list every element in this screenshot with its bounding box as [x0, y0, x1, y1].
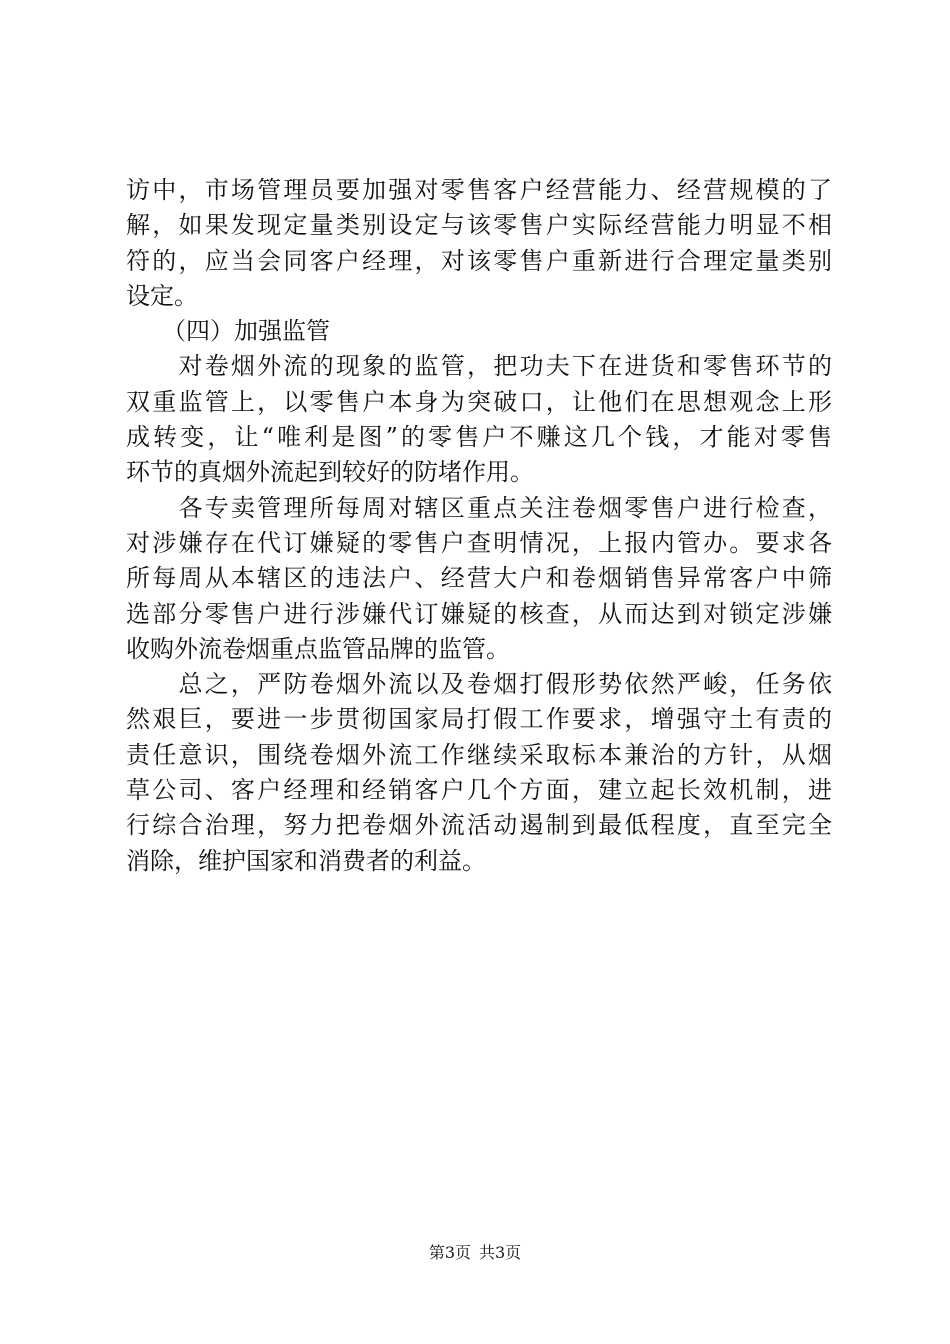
text-line: 责任意识，围绕卷烟外流工作继续采取标本兼治的方针，从烟: [126, 740, 832, 769]
text-line: 对卷烟外流的现象的监管，把功夫下在进货和零售环节的: [126, 352, 832, 381]
text-line: 成转变，让“唯利是图”的零售户不赚这几个钱，才能对零售: [126, 423, 832, 452]
text-line: 设定。: [126, 281, 198, 310]
text-line: 消除，维护国家和消费者的利益。: [126, 846, 486, 875]
text-line: 行综合治理，努力把卷烟外流活动遏制到最低程度，直至完全: [126, 811, 832, 840]
page-total: 共3页: [479, 1243, 522, 1262]
text-line: 所每周从本辖区的违法户、经营大户和卷烟销售异常客户中筛: [126, 564, 832, 593]
page-footer: [0, 1242, 950, 1264]
text-line: 草公司、客户经理和经销客户几个方面，建立起长效机制，进: [126, 776, 832, 805]
text-line: 环节的真烟外流起到较好的防堵作用。: [126, 458, 534, 487]
text-line: 访中，市场管理员要加强对零售客户经营能力、经营规模的了: [126, 176, 832, 204]
text-line: 收购外流卷烟重点监管品牌的监管。: [126, 634, 510, 663]
text-line: 选部分零售户进行涉嫌代订嫌疑的核查，从而达到对锁定涉嫌: [126, 599, 832, 628]
text-line: 符的，应当会同客户经理，对该零售户重新进行合理定量类别: [126, 246, 832, 275]
page-number: 第3页: [428, 1243, 471, 1262]
text-line: 对涉嫌存在代订嫌疑的零售户查明情况，上报内管办。要求各: [126, 528, 832, 557]
document-body: [126, 173, 832, 879]
text-line: 双重监管上，以零售户本身为突破口，让他们在思想观念上形: [126, 387, 832, 416]
text-line: 各专卖管理所每周对辖区重点关注卷烟零售户进行检查，: [126, 493, 832, 522]
text-line: 解，如果发现定量类别设定与该零售户实际经营能力明显不相: [126, 211, 832, 240]
section-heading: （四）加强监管: [126, 317, 330, 346]
text-line: 然艰巨，要进一步贯彻国家局打假工作要求，增强守土有责的: [126, 705, 832, 734]
text-line: 总之，严防卷烟外流以及卷烟打假形势依然严峻，任务依: [126, 670, 832, 699]
